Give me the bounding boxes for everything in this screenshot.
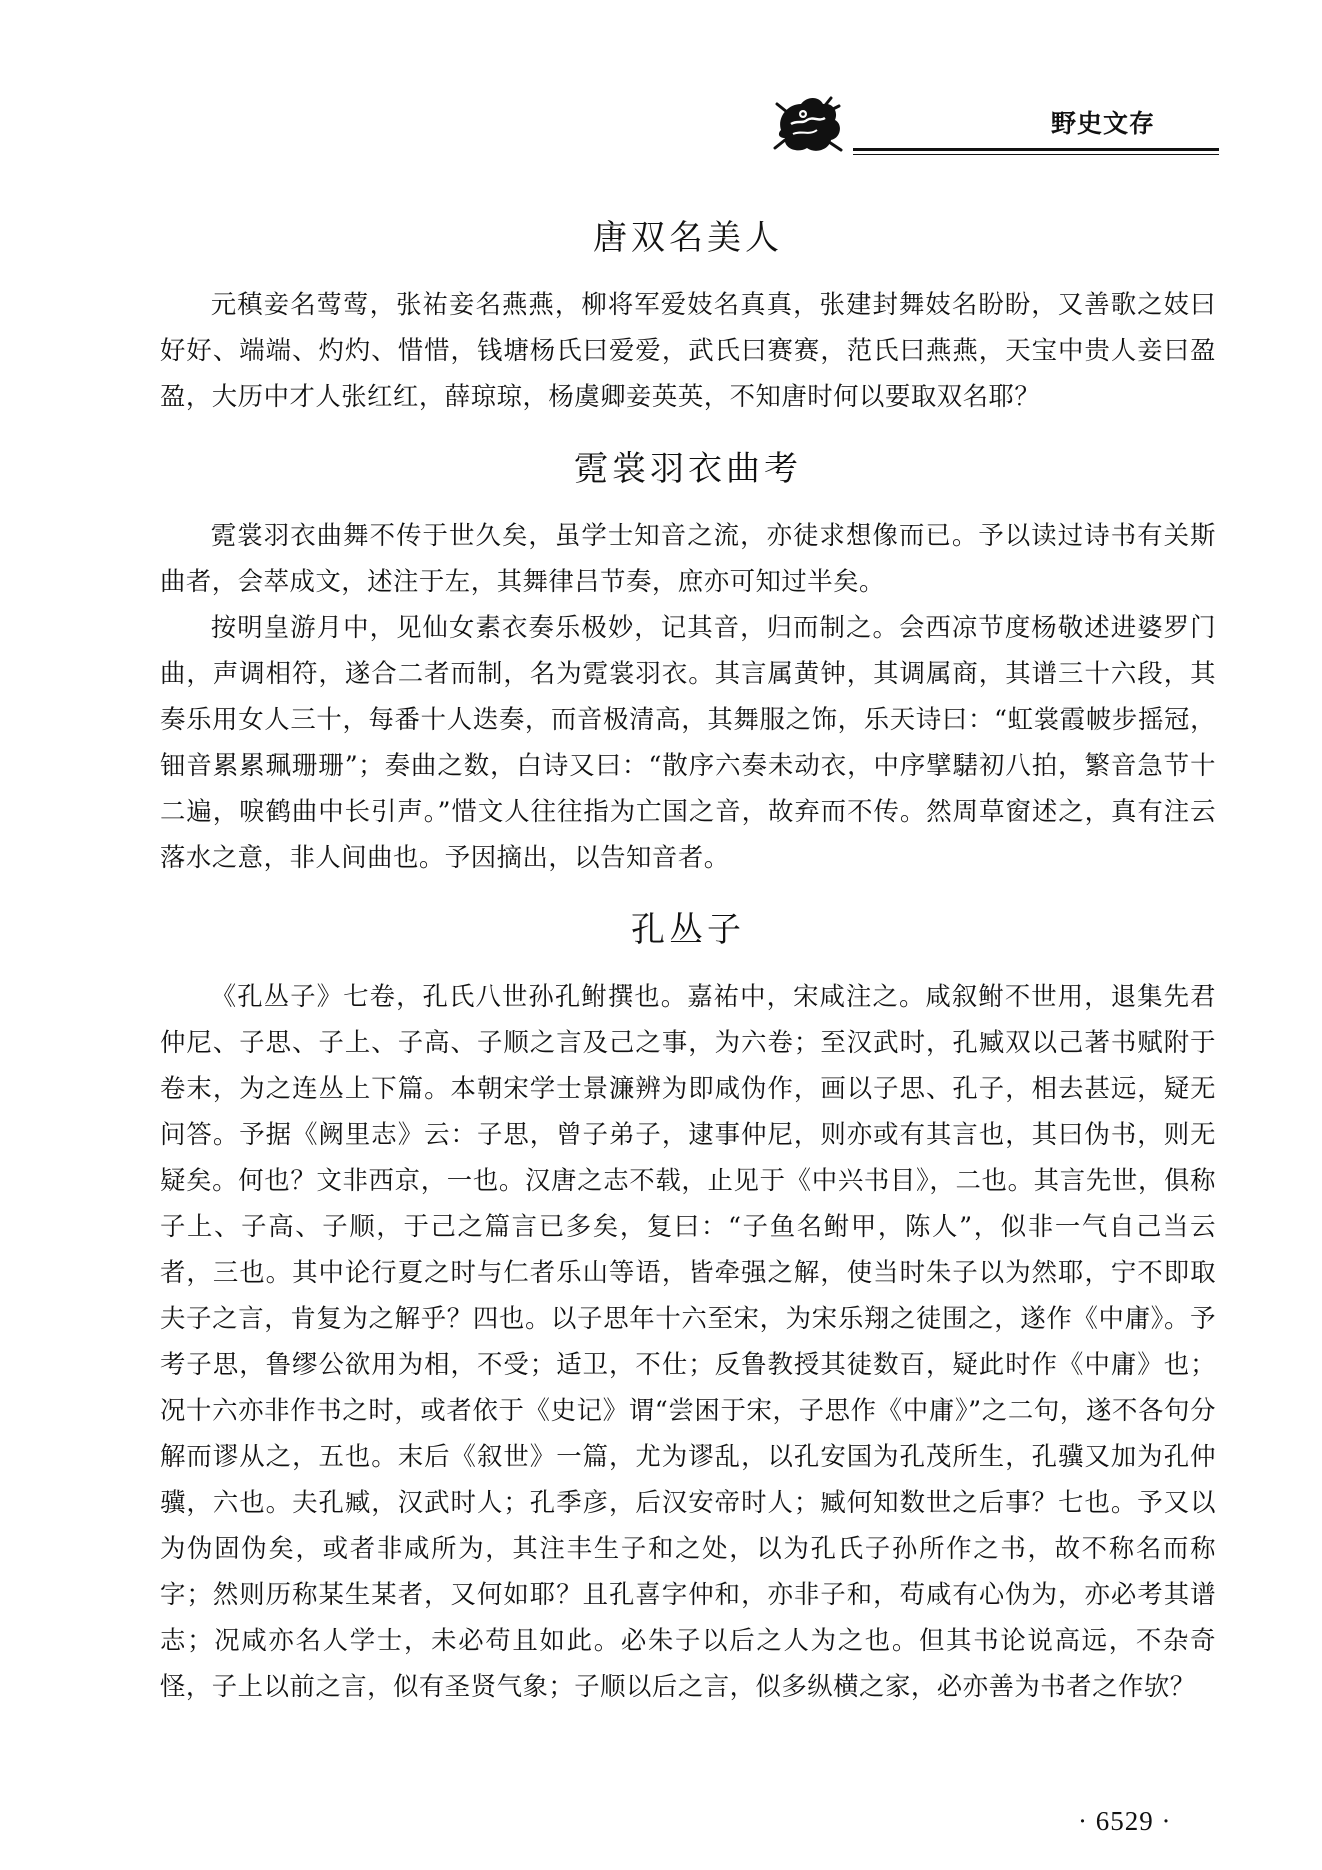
header-rule-thin	[853, 154, 1219, 155]
section-kongcongzi	[160, 902, 1216, 1709]
paragraph: 按明皇游月中，见仙女素衣奏乐极妙，记其音，归而制之。会西凉节度杨敬述进婆罗门曲，声调相符，遂合二者而制，名为霓裳羽衣。其言属黄钟，其调属商，其谱三十六段，其奏乐用女人三十，每番十人迭奏，而音极清高，其舞服之饰，乐天诗曰：“虹裳霞帔步摇冠，钿音累累珮珊珊”；奏曲之数，白诗又曰：“散序六奏未动衣，中序擘騞初八拍，繁音急节十二遍，唳鹤曲中长引声。”惜文人往往指为亡国之音，故弃而不传。然周草窗述之，真有注云落水之意，非人间曲也。予因摘出，以告知音者。	[160, 612, 1216, 872]
paragraph: 《孔丛子》七卷，孔氏八世孙孔鲋撰也。嘉祐中，宋咸注之。咸叙鲋不世用，退集先君仲尼、子思、子上、子高、子顺之言及己之事，为六卷；至汉武时，孔臧双以己著书赋附于卷末，为之连丛上下篇。本朝宋学士景濂辨为即咸伪作，画以子思、孔子，相去甚远，疑无问答。予据《阙里志》云：子思，曾子弟子，逮事仲尼，则亦或有其言也，其曰伪书，则无疑矣。何也？文非西京，一也。汉唐之志不载，止见于《中兴书目》，二也。其言先世，俱称子上、子高、子顺，于己之篇言已多矣，复曰：“子鱼名鲋甲，陈人”，似非一气自己当云者，三也。其中论行夏之时与仁者乐山等语，皆牵强之解，使当时朱子以为然耶，宁不即取夫子之言，肯复为之解乎？四也。以子思年十六至宋，为宋乐翔之徒围之，遂作《中庸》。予考子思，鲁缪公欲用为相，不受；适卫，不仕；反鲁教授其徒数百，疑此时作《中庸》也；况十六亦非作书之时，或者依于《史记》谓“尝困于宋，子思作《中庸》”之二句，遂不各句分解而谬从之，五也。末后《叙世》一篇，尤为谬乱，以孔安国为孔茂所生，孔骥又加为孔仲骥，六也。夫孔臧，汉武时人；孔季彦，后汉安帝时人；臧何知数世之后事？七也。予又以为伪固伪矣，或者非咸所为，其注丰生子和之处，以为孔氏子孙所作之书，故不称名而称字；然则历称某生某者，又何如耶？且孔喜字仲和，亦非子和，苟咸有心伪为，亦必考其谱志；况咸亦名人学士，未必苟且如此。必朱子以后之人为之也。但其书论说高远，不杂奇怪，子上以前之言，似有圣贤气象；子顺以后之言，似多纵横之家，必亦善为书者之作欤？	[160, 981, 1216, 1701]
section-title: 霓裳羽衣曲考	[574, 449, 802, 489]
section-title: 唐双名美人	[593, 218, 783, 258]
page-content	[160, 210, 1216, 1731]
dragon-emblem-icon	[773, 90, 845, 156]
header-rule	[853, 148, 1219, 151]
section-nichang	[160, 441, 1216, 880]
page-number: · 6529 ·	[1078, 1806, 1172, 1836]
book-series-title: 野史文存	[1051, 109, 1156, 138]
section-title: 孔丛子	[631, 910, 745, 950]
paragraph: 元稹妾名莺莺，张祐妾名燕燕，柳将军爱妓名真真，张建封舞妓名盼盼，又善歌之妓曰好好、端端、灼灼、惜惜，钱塘杨氏曰爱爱，武氏曰赛赛，范氏曰燕燕，天宝中贵人妾曰盈盈，大历中才人张红红，薛琼琼，杨虞卿妾英英，不知唐时何以要取双名耶？	[160, 289, 1216, 411]
section-tang-names	[160, 210, 1216, 419]
paragraph: 霓裳羽衣曲舞不传于世久矣，虽学士知音之流，亦徒求想像而已。予以读过诗书有关斯曲者，会萃成文，述注于左，其舞律吕节奏，庶亦可知过半矣。	[160, 520, 1216, 596]
page-header	[773, 90, 1217, 162]
